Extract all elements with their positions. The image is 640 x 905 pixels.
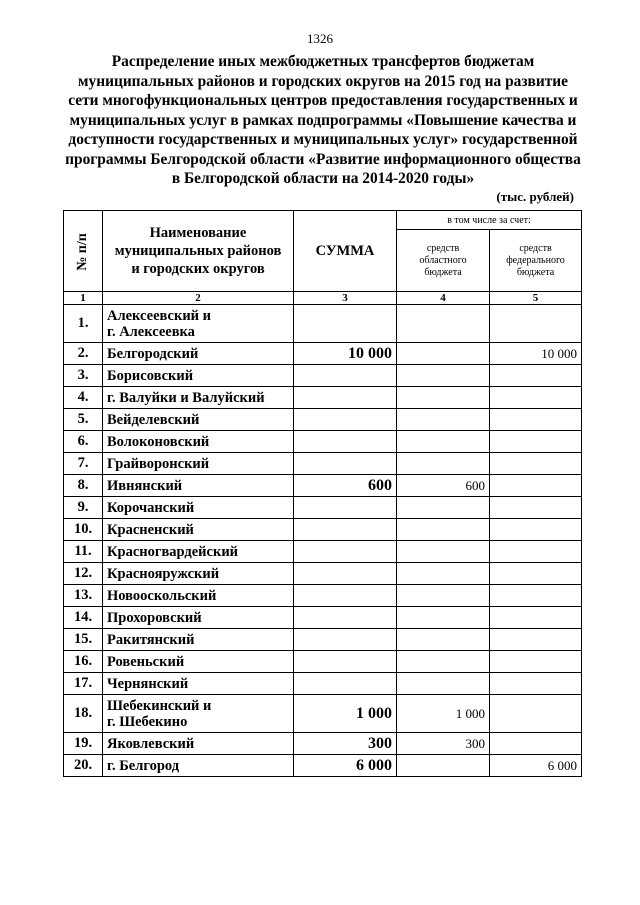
municipality-name-line: Вейделевский [107,411,200,428]
title-line: Распределение иных межбюджетных трансфертов бюджетам [111,53,535,70]
federal-budget-cell [490,431,582,453]
municipality-name [103,475,294,497]
table-row [64,431,582,453]
federal-budget-cell [490,563,582,585]
regional-budget-cell [397,563,490,585]
municipality-name-line: г. Шебекино [107,713,188,730]
table-row [64,519,582,541]
municipality-name-line: Новооскольский [107,587,217,604]
sum-cell [294,409,397,431]
table-body [64,305,582,777]
regional-budget-cell: 1 000 [397,695,490,733]
sum-cell [294,541,397,563]
header-row [64,211,582,230]
column-index: 1 [64,292,103,305]
column-index: 3 [294,292,397,305]
sum-cell: 10 000 [294,343,397,365]
sum-cell: 6 000 [294,755,397,777]
federal-budget-cell [490,519,582,541]
row-number: 17. [64,673,103,695]
municipality-name-line: Красногвардейский [107,543,239,560]
sum-cell [294,607,397,629]
municipality-name [103,651,294,673]
regional-budget-cell [397,673,490,695]
sum-cell [294,453,397,475]
row-number: 10. [64,519,103,541]
sum-cell [294,673,397,695]
table-row [64,365,582,387]
municipality-name-line: Борисовский [107,367,194,384]
table-row [64,409,582,431]
table-row [64,497,582,519]
table-row [64,343,582,365]
federal-budget-cell [490,409,582,431]
sum-cell [294,563,397,585]
regional-budget-cell [397,343,490,365]
municipality-name [103,629,294,651]
title-line: доступности государственных и муниципальных услуг» государственной [68,131,578,148]
regional-budget-cell [397,585,490,607]
column-index: 4 [397,292,490,305]
distribution-table [63,210,582,777]
regional-budget-cell [397,651,490,673]
sum-cell [294,651,397,673]
municipality-name-line: Грайворонский [107,455,210,472]
regional-budget-cell [397,387,490,409]
federal-budget-cell [490,305,582,343]
title-line: программы Белгородской области «Развитие информационного общества [65,150,581,168]
row-number: 4. [64,387,103,409]
municipality-name [103,431,294,453]
municipality-name-line: Алексеевский и [107,307,212,324]
municipality-name [103,387,294,409]
sum-cell [294,519,397,541]
municipality-name-line: г. Белгород [107,757,180,774]
header-num [64,211,103,292]
regional-budget-cell [397,453,490,475]
regional-budget-cell [397,519,490,541]
row-number: 16. [64,651,103,673]
municipality-name-line: Волоконовский [107,433,210,450]
sum-cell [294,305,397,343]
municipality-name-line: г. Алексеевка [107,323,195,340]
title-line: сети многофункциональных центров предоставления государственных и [68,92,578,109]
regional-budget-cell [397,607,490,629]
table-row [64,673,582,695]
municipality-name-line: Ровеньский [107,653,185,670]
municipality-name [103,519,294,541]
regional-budget-cell: 600 [397,475,490,497]
column-index: 5 [490,292,582,305]
row-number: 3. [64,365,103,387]
federal-budget-cell [490,541,582,563]
municipality-name-line: Чернянский [107,675,189,692]
table-row [64,695,582,733]
row-number: 11. [64,541,103,563]
regional-budget-cell [397,497,490,519]
municipality-name-line: Яковлевский [107,735,195,752]
municipality-name [103,673,294,695]
document-title [60,52,586,189]
municipality-name-line: г. Валуйки и Валуйский [107,389,265,406]
municipality-name [103,607,294,629]
municipality-name [103,409,294,431]
row-number: 6. [64,431,103,453]
federal-budget-cell [490,365,582,387]
municipality-name-line: Белгородский [107,345,199,362]
row-number: 20. [64,755,103,777]
title-line: муниципальных районов и городских округов на 2015 год на развитие [78,72,568,90]
row-number: 13. [64,585,103,607]
regional-budget-cell [397,431,490,453]
table-row [64,541,582,563]
sum-cell [294,387,397,409]
municipality-name-line: Ракитянский [107,631,195,648]
municipality-name-line: Шебекинский и [107,697,212,714]
municipality-name-line: Красненский [107,521,194,538]
table-row [64,755,582,777]
sum-cell [294,365,397,387]
table-row [64,651,582,673]
municipality-name [103,453,294,475]
header-name [103,211,294,292]
federal-budget-cell [490,607,582,629]
federal-budget-cell [490,733,582,755]
federal-budget-cell [490,695,582,733]
header-name-line: муниципальных районов [114,243,282,259]
sum-cell [294,497,397,519]
column-index: 2 [103,292,294,305]
header-sum: СУММА [294,211,397,292]
municipality-name [103,541,294,563]
municipality-name-line: Корочанский [107,499,195,516]
row-number: 9. [64,497,103,519]
federal-budget-cell [490,497,582,519]
header-name-line: и городских округов [131,261,265,277]
regional-budget-cell [397,755,490,777]
table-row [64,607,582,629]
header-name-line: Наименование [149,225,247,241]
federal-budget-cell: 6 000 [490,755,582,777]
header-federal-line: средств [519,242,552,254]
sum-cell [294,629,397,651]
federal-budget-cell [490,629,582,651]
header-num-label: № п/п [75,233,90,271]
municipality-name-line: Прохоровский [107,609,202,626]
header-including: в том числе за счет: [397,211,582,230]
row-number: 14. [64,607,103,629]
table-row [64,629,582,651]
federal-budget-cell [490,673,582,695]
municipality-name [103,365,294,387]
municipality-name [103,585,294,607]
table-row [64,475,582,497]
title-line: муниципальных услуг в рамках подпрограммы «Повышение качества и [69,111,577,129]
municipality-name-line: Краснояружский [107,565,220,582]
sum-cell: 300 [294,733,397,755]
row-number: 18. [64,695,103,733]
sum-cell: 600 [294,475,397,497]
header-regional-line: средств [426,242,460,254]
table-row [64,733,582,755]
row-number: 7. [64,453,103,475]
municipality-name [103,755,294,777]
municipality-name [103,733,294,755]
table-row [64,563,582,585]
sum-cell [294,431,397,453]
federal-budget-cell [490,387,582,409]
sum-cell [294,585,397,607]
header-regional [397,230,490,292]
regional-budget-cell [397,365,490,387]
municipality-name [103,305,294,343]
units-label: (тыс. рублей) [496,189,574,204]
page-number: 1326 [307,31,333,46]
row-number: 2. [64,343,103,365]
municipality-name-line: Ивнянский [107,477,183,494]
header-regional-line: бюджета [424,266,462,278]
federal-budget-cell [490,453,582,475]
federal-budget-cell [490,475,582,497]
row-number: 15. [64,629,103,651]
table-row [64,453,582,475]
header-regional-line: областного [419,254,467,266]
row-number: 12. [64,563,103,585]
row-number: 1. [64,305,103,343]
municipality-name [103,343,294,365]
municipality-name [103,497,294,519]
regional-budget-cell: 300 [397,733,490,755]
regional-budget-cell [397,305,490,343]
row-number: 8. [64,475,103,497]
row-number: 19. [64,733,103,755]
table-row [64,585,582,607]
table-row [64,387,582,409]
regional-budget-cell [397,629,490,651]
federal-budget-cell [490,651,582,673]
regional-budget-cell [397,409,490,431]
sum-cell: 1 000 [294,695,397,733]
header-federal-line: федерального [506,254,565,266]
title-line: в Белгородской области на 2014-2020 годы» [171,170,475,187]
municipality-name [103,563,294,585]
federal-budget-cell [490,585,582,607]
row-number: 5. [64,409,103,431]
federal-budget-cell: 10 000 [490,343,582,365]
municipality-name [103,695,294,733]
header-federal-line: бюджета [516,266,555,278]
regional-budget-cell [397,541,490,563]
table-row [64,305,582,343]
header-federal [490,230,582,292]
column-index-row [64,292,582,305]
